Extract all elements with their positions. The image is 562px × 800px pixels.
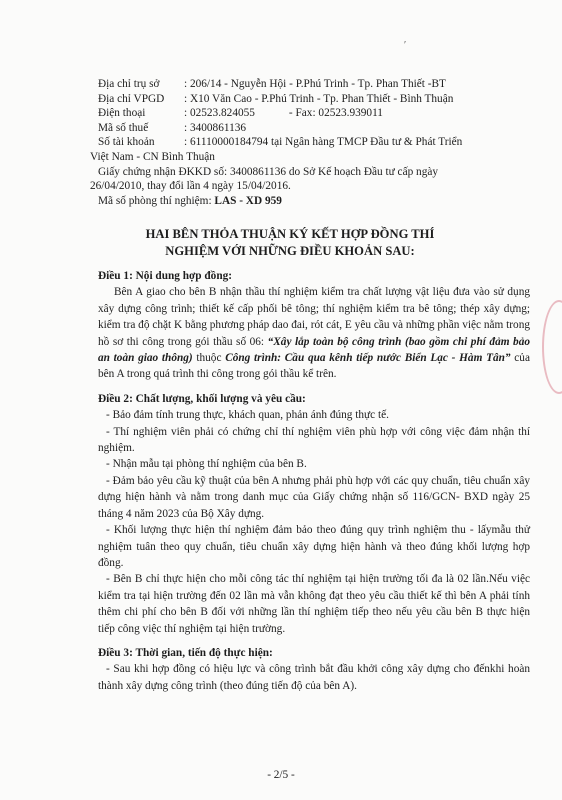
lab-code-value: LAS - XD 959	[214, 194, 282, 207]
article-3-item: - Sau khi hợp đồng có hiệu lực và công trình bắt đầu khởi công xây dựng cho đếnkhi hoàn thành xây dựng công trình (theo đúng tiến độ của bên A).	[98, 663, 530, 692]
company-info	[90, 77, 538, 208]
article-2-item: - Nhận mẫu tại phòng thí nghiệm của bên B.	[106, 458, 307, 471]
article-1-text-b: thuộc	[192, 352, 226, 365]
article-3-title: Điều 3: Thời gian, tiến độ thực hiện:	[98, 646, 273, 659]
contract-body	[98, 268, 530, 694]
address-label: Địa chỉ trụ sở	[98, 78, 160, 90]
article-1-text-c: của bên A trong quá trình thi công trong gói thầu kể trên.	[98, 352, 530, 381]
article-2-item: - Thí nghiệm viên phải có chứng chỉ thí nghiệm viên phù hợp với công việc đảm nhận thí nghiệm.	[98, 425, 530, 455]
phone-label: Điện thoại	[98, 107, 146, 120]
address-row	[98, 77, 538, 92]
phone-row	[98, 106, 538, 121]
office-label: Địa chỉ VPGD	[98, 92, 165, 105]
lab-code-row	[98, 194, 538, 209]
stamp-edge	[542, 300, 562, 394]
address-value: : 206/14 - Nguyễn Hội - P.Phú Trinh - Tp. Phan Thiết -BT	[184, 78, 446, 90]
account-row	[98, 135, 538, 150]
package-name: “Xây lắp toàn bộ công trình (bao gồm chi phí đảm bảo an toàn giao thông)	[98, 335, 530, 365]
gcn-line-2: 26/04/2010, thay đổi lần 4 ngày 15/04/2016.	[90, 180, 291, 193]
gcn-line-1: Giấy chứng nhận ĐKKD số: 3400861136 do Sở Kế hoạch Đầu tư cấp ngày	[98, 165, 439, 178]
page-number: - 2/5 -	[267, 769, 295, 781]
tax-label: Mã số thuế	[98, 121, 149, 134]
article-2-item: - Khối lượng thực hiện thí nghiệm đảm bảo theo đúng quy trình nghiệm thu - lấymẫu thử nghiệm tuân theo quy chuẩn, tiêu chuẩn xây dựng hiện hành và theo đúng khối lượng hợp đồng.	[98, 524, 530, 569]
office-row	[98, 92, 538, 107]
article-2-title: Điều 2: Chất lượng, khối lượng và yêu cầu:	[98, 392, 306, 405]
heading-line-2: NGHIỆM VỚI NHỮNG ĐIỀU KHOẢN SAU:	[165, 243, 415, 258]
article-1-text-a: Bên A giao cho bên B nhận thầu thí nghiệm kiểm tra chất lượng vật liệu đưa vào sử dụng xây dựng công trình; thiết kế cấp phối bê tông; thí nghiệm kiểm tra bê tông; thép xây dựng; kiểm tra độ chặt K bằng phương pháp dao đai, rót cát, E yêu cầu và những phần việc nằm trong hồ sơ thi công trong gói thầu số 06:	[98, 286, 530, 348]
agreement-heading	[90, 226, 490, 259]
heading-line-1: HAI BÊN THỎA THUẬN KÝ KẾT HỢP ĐỒNG THÍ	[145, 227, 435, 241]
phone-value: : 02523.824055	[184, 107, 255, 120]
article-2-item: - Đảm bảo yêu cầu kỹ thuật của bên A nhưng phải phù hợp với các quy chuẩn, tiêu chuẩn xây dựng hiện hành và nằm trong danh mục của Giấy chứng nhận số 116/GCN- BXD ngày 25 tháng 4 năm 2023 của Bộ Xây dựng.	[98, 474, 530, 520]
account-continuation: Việt Nam - CN Bình Thuận	[90, 150, 215, 163]
account-label: Số tài khoản	[98, 136, 155, 149]
project-name: Công trình: Cầu qua kênh tiếp nước Biển Lạc - Hàm Tân”	[225, 352, 511, 365]
office-value: : X10 Văn Cao - P.Phú Trinh - Tp. Phan Thiết - Bình Thuận	[184, 92, 454, 105]
fax-value: - Fax: 02523.939011	[288, 107, 383, 120]
article-2-item: - Bảo đảm tính trung thực, khách quan, phản ánh đúng thực tế.	[106, 409, 389, 422]
account-value: : 61110000184794 tại Ngân hàng TMCP Đầu tư & Phát Triển	[184, 136, 463, 149]
tax-value: : 3400861136	[184, 121, 247, 134]
tax-row	[98, 121, 538, 136]
article-2-item: - Bên B chỉ thực hiện cho mỗi công tác thí nghiệm tại hiện trường tối đa là 02 lần.Nếu việc kiểm tra tại hiện trường đến 02 lần mà vẫn không đạt theo yêu cầu thiết kế thì bên A phải tính thêm chi phí cho bên B đối với những lần thí nghiệm tiếp theo nếu yêu cầu bên B thực hiện tiếp công việc thí nghiệm tại hiện trường.	[98, 573, 530, 635]
margin-mark: ʹ	[404, 40, 407, 51]
lab-code-label: Mã số phòng thí nghiệm:	[98, 194, 215, 207]
article-1-title: Điều 1: Nội dung hợp đồng:	[98, 270, 233, 282]
article-1-text	[98, 284, 530, 382]
